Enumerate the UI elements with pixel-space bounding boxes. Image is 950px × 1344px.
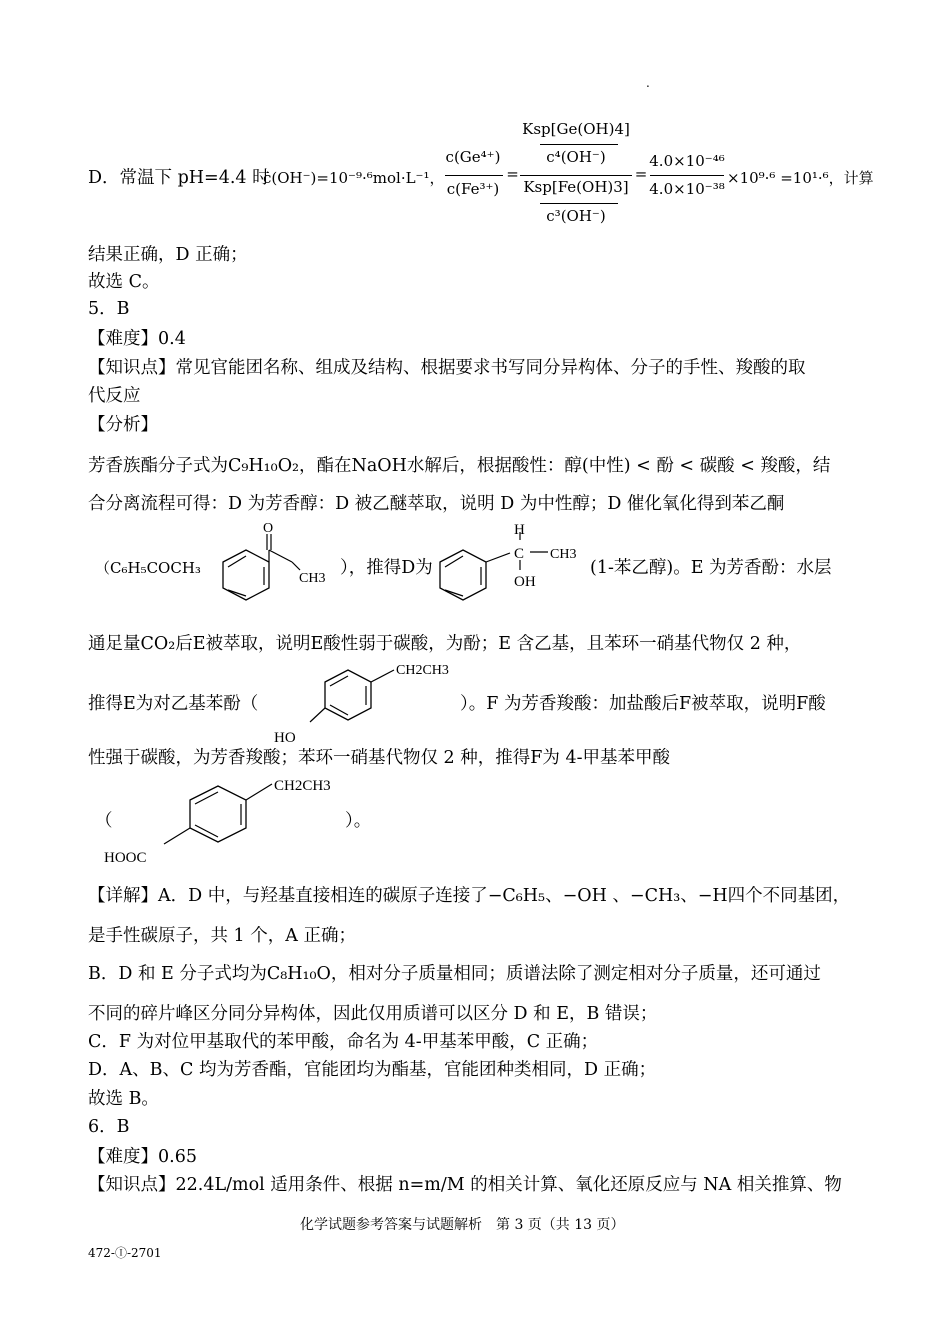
frac-mid-den-bot: c³(OH⁻) [546, 207, 606, 225]
question-number: 5．B [88, 299, 130, 319]
frac-num-val: 4.0×10⁻⁴⁶ [649, 152, 725, 170]
frac-mid-num-top: Ksp[Ge(OH)4] [522, 120, 630, 138]
frac-lhs-num: c(Ge⁴⁺) [445, 148, 501, 166]
document-code: 472-Ⓘ-2701 [88, 1246, 162, 1260]
equals-2: = [634, 165, 648, 183]
detail-b: B．D 和 E 分子式均为C₈H₁₀O，相对分子质量相同；质谱法除了测定相对分子质量，还可通过 [88, 964, 821, 984]
text-line: (1-苯乙醇)。E 为芳香酚：水层 [590, 558, 832, 578]
acetophenone-ch3-label: CH3 [299, 571, 326, 586]
frac-lhs-den: c(Fe³⁺) [446, 180, 500, 198]
phenylethanol-ch3-label: CH3 [550, 547, 577, 562]
phenylethanol-oh-label: OH [514, 574, 536, 590]
analysis-heading: 【分析】 [88, 415, 158, 435]
text-line: 芳香族酯分子式为C₉H₁₀O₂，酯在NaOH水解后，根据酸性：醇(中性) < 酚 < 碳酸 < 羧酸，结 [88, 456, 831, 476]
frac-tail: ×10⁹·⁶ =10¹·⁶，计算 [727, 169, 874, 187]
frac-mid-num-bar [540, 144, 618, 145]
text-line: 合分离流程可得：D 为芳香醇：D 被乙醚萃取，说明 D 为中性醇；D 催化氧化得到苯乙酮 [88, 494, 785, 514]
difficulty: 【难度】0.65 [88, 1147, 197, 1167]
text-line: 是手性碳原子，共 1 个，A 正确； [88, 926, 356, 946]
page-footer: 化学试题参考答案与试题解析 第 3 页（共 13 页） [300, 1217, 625, 1233]
top-dot: . [646, 76, 650, 90]
text-line: 性强于碳酸，为芳香羧酸；苯环一硝基代物仅 2 种，推得F为 4-甲基苯甲酸 [88, 748, 671, 768]
detail-a: 【详解】A．D 中，与羟基直接相连的碳原子连接了−C₆H₅、−OH 、−CH₃、−H四个不同基团， [88, 886, 851, 906]
equals-1: = [506, 165, 519, 183]
text-line: 推得E为对乙基苯酚（ [88, 694, 259, 714]
difficulty: 【难度】0.4 [88, 329, 186, 349]
ethylphenol-structure [270, 660, 470, 750]
frac-mid-den-bar [540, 203, 618, 204]
frac-val-bar [650, 175, 724, 176]
text-line: 故选 B。 [88, 1089, 159, 1109]
question-number: 6．B [88, 1117, 130, 1137]
phenylethanol-structure [430, 520, 590, 610]
text-line: 不同的碎片峰区分同分异构体，因此仅用质谱可以区分 D 和 E，B 错误； [88, 1004, 658, 1024]
d-intro: D．常温下 pH=4.4 时 [88, 168, 270, 188]
acid-ethyl-label: CH2CH3 [274, 778, 331, 794]
methylbenzoic-acid-structure [100, 770, 360, 870]
phenylethanol-c-label: C [514, 546, 525, 562]
frac-mid-den-top: Ksp[Fe(OH)3] [523, 178, 629, 196]
text-line: 代反应 [88, 386, 141, 406]
d-coh: c(OH⁻)=10⁻⁹·⁶mol·L⁻¹， [263, 169, 445, 187]
detail-d: D．A、B、C 均为芳香酯，官能团均为酯基，官能团种类相同，D 正确； [88, 1060, 657, 1080]
ethylphenol-ethyl-label: CH2CH3 [396, 663, 449, 678]
text-line: ）。F 为芳香羧酸：加盐酸后F被萃取，说明F酸 [460, 694, 826, 714]
text-line: 故选 C。 [88, 272, 160, 292]
acid-cooh-label: HOOC [104, 850, 147, 866]
frac-mid-bar [520, 175, 632, 176]
knowledge-points: 【知识点】常见官能团名称、组成及结构、根据要求书写同分异构体、分子的手性、羧酸的取 [88, 358, 806, 378]
acetophenone-o-label: O [263, 521, 274, 536]
ethylphenol-ho-label: HO [274, 730, 296, 746]
frac-lhs-bar [445, 175, 503, 176]
frac-den-val: 4.0×10⁻³⁸ [649, 180, 725, 198]
text-line: 通足量CO₂后E被萃取，说明E酸性弱于碳酸，为酚；E 含乙基，且苯环一硝基代物仅 2 种， [88, 634, 802, 654]
detail-c: C．F 为对位甲基取代的苯甲酸，命名为 4-甲基苯甲酸，C 正确； [88, 1032, 599, 1052]
text-line: （ [95, 811, 113, 831]
phenylethanol-h-label: H [514, 522, 525, 538]
acetophenone-structure [196, 520, 336, 610]
text-line: （C₆H₅COCH₃ [95, 559, 201, 577]
text-line: 结果正确，D 正确； [88, 245, 248, 265]
text-line: ），推得D为 [340, 558, 433, 578]
text-line: ）。 [345, 811, 372, 831]
frac-mid-num-bot: c⁴(OH⁻) [546, 148, 606, 166]
knowledge-points: 【知识点】22.4L/mol 适用条件、根据 n=m/M 的相关计算、氧化还原反应与 NA 相关推算、物 [88, 1175, 842, 1195]
